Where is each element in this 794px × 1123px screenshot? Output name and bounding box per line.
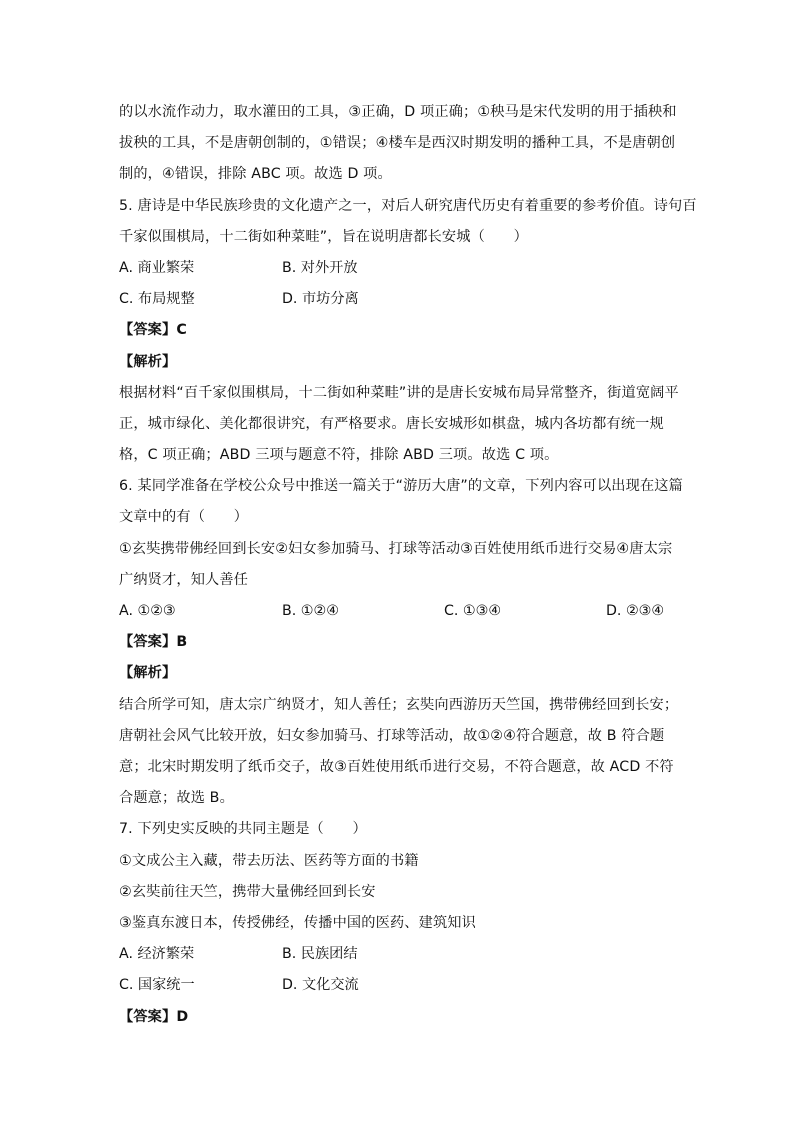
q5-option-b: B. 对外开放 [282,260,358,276]
q5-answer: 【答案】C [119,322,187,338]
q6-option-a: A. ①②③ [119,603,176,619]
question-6-text: 6. 某同学准备在学校公众号中推送一篇关于“游历大唐”的文章，下列内容可以出现在这篇 [119,478,683,494]
explanation-line: 制的，④错误，排除 ABC 项。故选 D 项。 [119,166,392,182]
q6-analysis-line: 合题意；故选 B。 [119,790,234,806]
question-6-items: 广纳贤才，知人善任 [119,572,249,588]
q6-analysis-heading: 【解析】 [119,665,177,681]
q5-analysis-line: 正，城市绿化、美化都很讲究，有严格要求。唐长安城形如棋盘，城内各坊都有统一规 [119,416,664,432]
q6-answer: 【答案】B [119,634,188,650]
question-5-text: 千家似围棋局，十二街如种菜畦”，旨在说明唐都长安城（ ） [119,229,528,245]
q6-option-b: B. ①②④ [282,603,339,619]
question-7-text: 7. 下列史实反映的共同主题是（ ） [119,821,367,837]
q6-analysis-line: 意；北宋时期发明了纸币交子，故③百姓使用纸币进行交易，不符合题意，故 ACD 不符 [119,759,674,775]
question-6-items: ①玄奘携带佛经回到长安②妇女参加骑马、打球等活动③百姓使用纸币进行交易④唐太宗 [119,541,673,557]
explanation-line: 拔秧的工具，不是唐朝创制的，①错误；④楼车是西汉时期发明的播种工具，不是唐朝创 [119,135,676,151]
q5-analysis-heading: 【解析】 [119,354,177,370]
q7-option-a: A. 经济繁荣 [119,946,195,962]
q7-answer: 【答案】D [119,1009,189,1025]
q5-analysis-line: 格，C 项正确；ABD 三项与题意不符，排除 ABD 三项。故选 C 项。 [119,447,559,463]
q6-option-c: C. ①③④ [444,603,502,619]
q7-option-c: C. 国家统一 [119,977,195,993]
question-5-text: 5. 唐诗是中华民族珍贵的文化遗产之一，对后人研究唐代历史有着重要的参考价值。诗句百 [119,198,697,214]
q7-option-d: D. 文化交流 [282,977,359,993]
q6-option-d: D. ②③④ [606,603,665,619]
q5-option-c: C. 布局规整 [119,291,195,307]
question-7-item: ③鉴真东渡日本，传授佛经，传播中国的医药、建筑知识 [119,915,476,931]
explanation-line: 的以水流作动力，取水灌田的工具，③正确，D 项正确；①秧马是宋代发明的用于插秧和 [119,104,677,120]
q6-analysis-line: 结合所学可知，唐太宗广纳贤才，知人善任；玄奘向西游历天竺国，携带佛经回到长安； [119,697,679,713]
q5-option-d: D. 市坊分离 [282,291,359,307]
question-7-item: ①文成公主入藏，带去历法、医药等方面的书籍 [119,853,419,869]
q6-analysis-line: 唐朝社会风气比较开放，妇女参加骑马、打球等活动，故①②④符合题意，故 B 符合题 [119,728,665,744]
question-6-text: 文章中的有（ ） [119,509,249,525]
q5-analysis-line: 根据材料“百千家似围棋局，十二街如种菜畦”讲的是唐长安城布局异常整齐，街道宽阔平 [119,385,679,401]
question-7-item: ②玄奘前往天竺，携带大量佛经回到长安 [119,884,376,900]
q7-option-b: B. 民族团结 [282,946,358,962]
q5-option-a: A. 商业繁荣 [119,260,195,276]
